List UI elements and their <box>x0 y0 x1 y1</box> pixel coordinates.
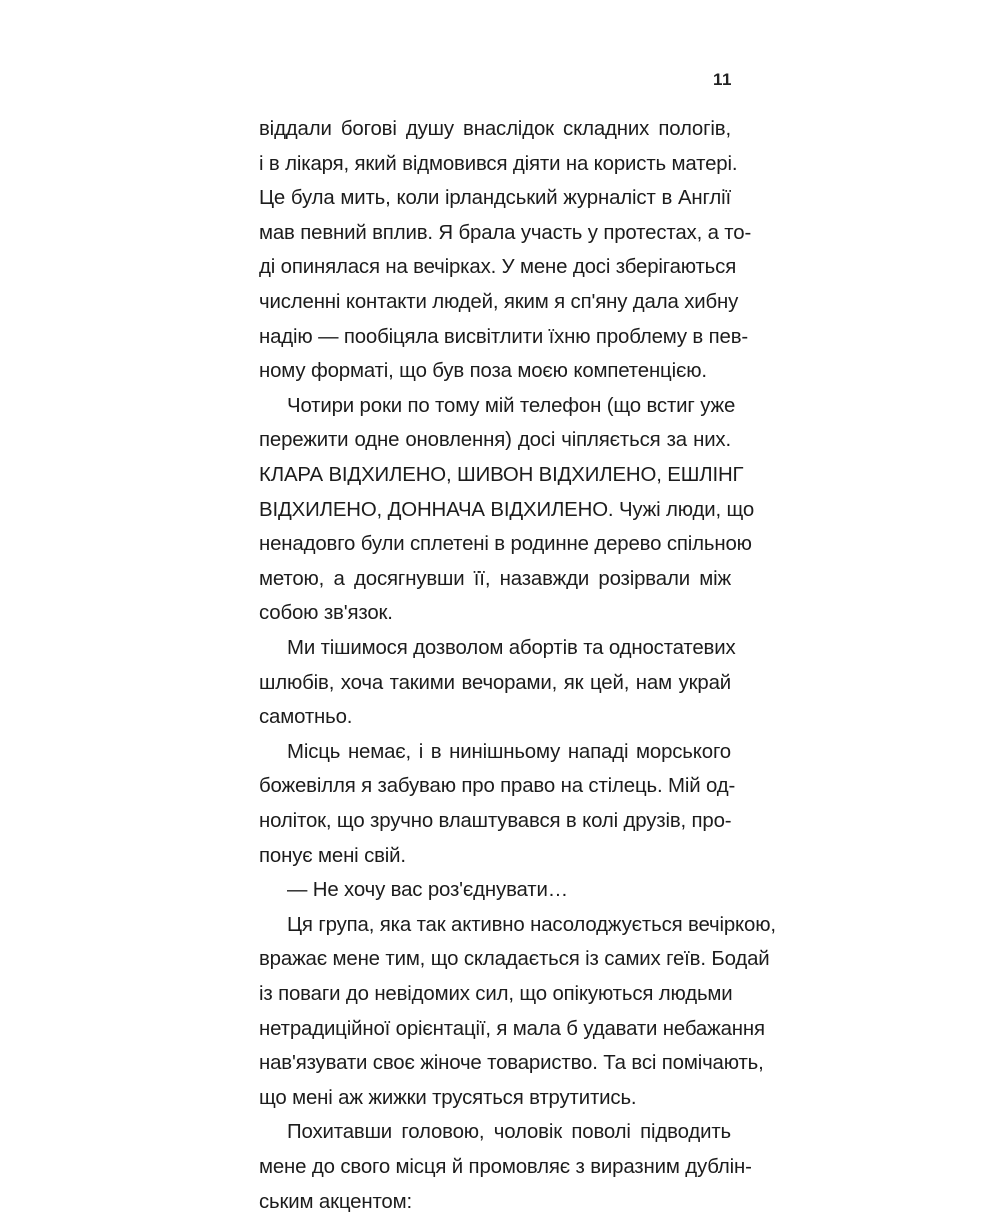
text-line: ному форматі, що був поза моєю компетенцією. <box>259 360 707 383</box>
text-line: нав'язувати своє жіноче товариство. Та всі помічають, <box>259 1052 764 1075</box>
text-line: ВІДХИЛЕНО, ДОННАЧА ВІДХИЛЕНО. Чужі люди, що <box>259 498 755 521</box>
text-line: понує мені свій. <box>259 844 406 867</box>
text-line: божевілля я забуваю про право на стілець. Мій од- <box>259 775 736 798</box>
text-line: шлюбів, хоча такими вечорами, як цей, нам украй <box>259 671 731 694</box>
text-line: із поваги до невідомих сил, що опікуються людьми <box>259 983 733 1005</box>
text-line: ді опинялася на вечірках. У мене досі зберігаються <box>259 256 737 279</box>
text-line: Похитавши головою, чоловік поволі підводить <box>287 1121 731 1144</box>
text-line: пережити одне оновлення) досі чіпляється за них. <box>259 429 731 452</box>
text-line: ським акцентом: <box>259 1190 413 1213</box>
text-line: собою зв'язок. <box>259 602 393 625</box>
text-line: КЛАРА ВІДХИЛЕНО, ШИВОН ВІДХИЛЕНО, ЕШЛІНГ <box>259 464 744 486</box>
text-line: нетрадиційної орієнтації, я мала б удавати небажання <box>259 1017 765 1040</box>
text-line: Місць немає, і в нинішньому нападі морського <box>287 740 731 763</box>
text-line: ненадовго були сплетені в родинне дерево спільною <box>259 533 752 556</box>
text-line: Ми тішимося дозволом абортів та одностатевих <box>287 637 736 659</box>
text-line: — Не хочу вас роз'єднувати… <box>287 879 568 902</box>
text-line: вражає мене тим, що складається із самих геїв. Бодай <box>259 948 770 971</box>
text-line: самотньо. <box>259 706 353 729</box>
text-line: метою, а досягнувши її, назавжди розірвали між <box>259 567 731 590</box>
text-line: Ця група, яка так активно насолоджується вечіркою, <box>287 913 776 936</box>
text-line: Чотири роки по тому мій телефон (що встиг уже <box>287 394 736 417</box>
text-line: віддали богові душу внаслідок складних пологів, <box>259 118 731 140</box>
text-line: мене до свого місця й промовляє з виразним дублін- <box>259 1156 752 1178</box>
page-number: 11 <box>713 70 732 89</box>
text-line: мав певний вплив. Я брала участь у протестах, а то- <box>259 221 752 244</box>
text-line: ноліток, що зручно влаштувався в колі друзів, про- <box>259 810 732 832</box>
text-line: надію — пообіцяла висвітлити їхню проблему в пев- <box>259 325 749 348</box>
text-line: і в лікаря, який відмовився діяти на користь матері. <box>259 152 738 175</box>
text-line: численні контакти людей, яким я сп'яну дала хибну <box>259 291 739 313</box>
text-line: що мені аж жижки трусяться втрутитись. <box>259 1086 637 1109</box>
text-line: Це була мить, коли ірландський журналіст в Англії <box>259 187 731 210</box>
